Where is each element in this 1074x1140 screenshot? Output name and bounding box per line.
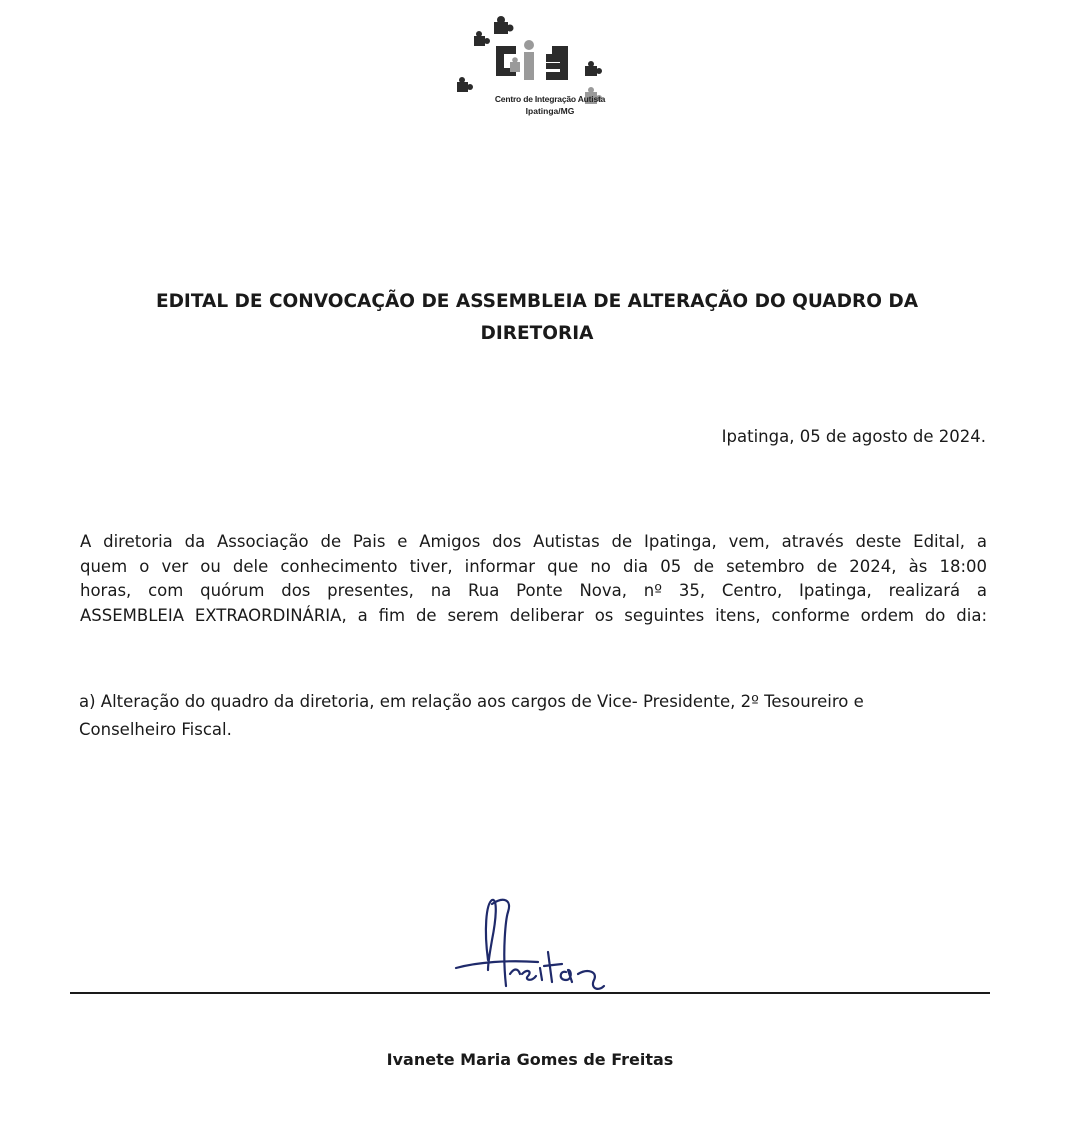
signature-scribble: [448, 890, 618, 1000]
agenda-line-1: a) Alteração do quadro da diretoria, em relação aos cargos de Vice- Presidente, 2º Tesoureiro e: [79, 692, 864, 711]
signature-line: [70, 992, 990, 994]
agenda-line-2: Conselheiro Fiscal.: [79, 720, 232, 739]
logo-org-name: Centro de Integração Autista: [494, 94, 606, 104]
handwritten-signature: [448, 890, 618, 1000]
body-line: ASSEMBLEIA EXTRAORDINÁRIA, a fim de serem deliberar os seguintes itens, conforme ordem do dia:: [80, 605, 987, 625]
logo-location: Ipatinga/MG: [525, 106, 575, 116]
title-line-2: DIRETORIA: [480, 323, 594, 344]
body-line: quem o ver ou dele conhecimento tiver, informar que no dia 05 de setembro de 2024, às 18:00: [80, 556, 987, 576]
body-line: horas, com quórum dos presentes, na Rua Ponte Nova, nº 35, Centro, Ipatinga, realizará a: [80, 581, 987, 600]
body-paragraph: [80, 530, 987, 628]
document-title: [100, 286, 974, 350]
title-line-1: EDITAL DE CONVOCAÇÃO DE ASSEMBLEIA DE ALTERAÇÃO DO QUADRO DA: [155, 291, 919, 312]
signer-name: Ivanete Maria Gomes de Freitas: [386, 1050, 674, 1069]
agenda-item: [79, 688, 959, 744]
body-line: A diretoria da Associação de Pais e Amigos dos Autistas de Ipatinga, vem, através deste Edital, a: [80, 532, 987, 551]
document-date: Ipatinga, 05 de agosto de 2024.: [721, 427, 986, 446]
cia-logo: [452, 14, 622, 118]
